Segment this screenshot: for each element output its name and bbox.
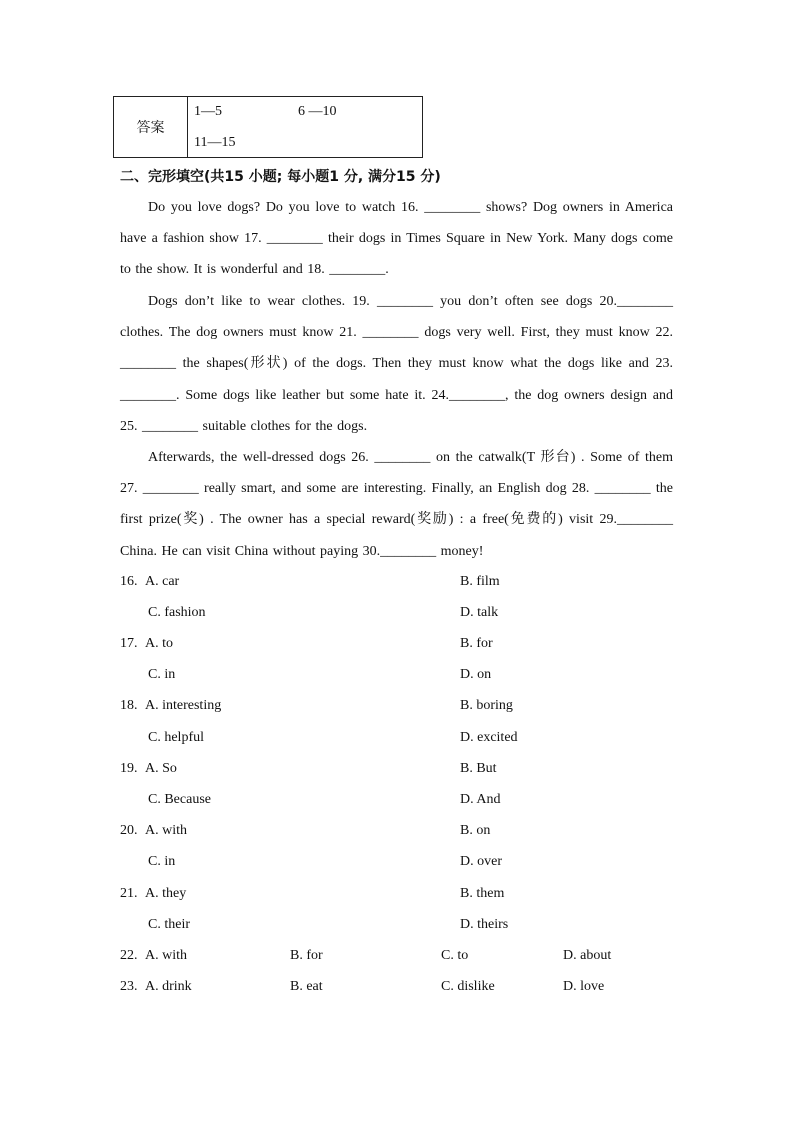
option-a[interactable]: A. with	[145, 948, 187, 963]
option-c[interactable]: C. fashion	[148, 605, 206, 620]
section-title: 二、完形填空(共15 小题; 每小题1 分, 满分15 分)	[120, 169, 441, 185]
option-d[interactable]: D. about	[563, 948, 612, 963]
option-b[interactable]: B. film	[460, 574, 500, 589]
option-d[interactable]: D. love	[563, 979, 605, 994]
option-a[interactable]: A. So	[145, 761, 177, 776]
answer-range-1-5: 1—5	[194, 104, 222, 119]
option-b[interactable]: B. them	[460, 886, 505, 901]
option-a[interactable]: A. they	[145, 886, 187, 901]
question-number: 17.	[120, 636, 138, 651]
option-a[interactable]: A. with	[145, 823, 187, 838]
option-b[interactable]: B. for	[460, 636, 493, 651]
passage-paragraph-1	[120, 192, 673, 286]
question-number: 19.	[120, 761, 138, 776]
option-b[interactable]: B. on	[460, 823, 491, 838]
option-c[interactable]: C. helpful	[148, 730, 204, 745]
option-a[interactable]: A. to	[145, 636, 173, 651]
option-d[interactable]: D. And	[460, 792, 501, 807]
passage-text: Do you love dogs? Do you love to watch 16. ________ shows? Dog owners in America have a fashion show 17. ________ their dogs in Times Square in New York. Many dogs come to the show. It is wonderful and 18. ________.	[120, 200, 673, 278]
answer-range-11-15: 11—15	[194, 135, 236, 150]
question-number: 22.	[120, 948, 138, 963]
option-c[interactable]: C. to	[441, 948, 469, 963]
option-c[interactable]: C. Because	[148, 792, 211, 807]
question-number: 18.	[120, 698, 138, 713]
question-number: 16.	[120, 574, 138, 589]
option-d[interactable]: D. over	[460, 854, 502, 869]
passage-text: Afterwards, the well-dressed dogs 26. ________ on the catwalk(T 形台) . Some of them 27. ________ really smart, and some are interesting. Finally, an English dog 28. ________ the first prize(奖) . The owner has a special reward(奖励) : a free(免费的) visit 29.________ China. He can visit China without paying 30.________ money!	[120, 450, 673, 559]
option-b[interactable]: B. for	[290, 948, 323, 963]
option-c[interactable]: C. their	[148, 917, 190, 932]
question-number: 21.	[120, 886, 138, 901]
option-d[interactable]: D. excited	[460, 730, 518, 745]
option-c[interactable]: C. dislike	[441, 979, 495, 994]
option-a[interactable]: A. interesting	[145, 698, 222, 713]
answer-range-6-10: 6 —10	[298, 104, 337, 119]
option-b[interactable]: B. eat	[290, 979, 323, 994]
answer-table	[113, 96, 423, 158]
option-a[interactable]: A. car	[145, 574, 180, 589]
option-b[interactable]: B. boring	[460, 698, 513, 713]
option-d[interactable]: D. talk	[460, 605, 499, 620]
option-c[interactable]: C. in	[148, 854, 176, 869]
option-d[interactable]: D. theirs	[460, 917, 509, 932]
passage-paragraph-3	[120, 442, 673, 567]
question-number: 20.	[120, 823, 138, 838]
option-b[interactable]: B. But	[460, 761, 497, 776]
passage-paragraph-2	[120, 286, 673, 442]
option-c[interactable]: C. in	[148, 667, 176, 682]
answer-label: 答案	[114, 97, 188, 157]
option-d[interactable]: D. on	[460, 667, 492, 682]
option-a[interactable]: A. drink	[145, 979, 192, 994]
question-number: 23.	[120, 979, 138, 994]
passage-text: Dogs don’t like to wear clothes. 19. ________ you don’t often see dogs 20.________ clothes. The dog owners must know 21. ________ dogs very well. First, they must know 22. ________ the shapes(形状) of the dogs. Then they must know what the dogs like and 23. ________. Some dogs like leather but some hate it. 24.________, the dog owners design and 25. ________ suitable clothes for the dogs.	[120, 294, 673, 434]
